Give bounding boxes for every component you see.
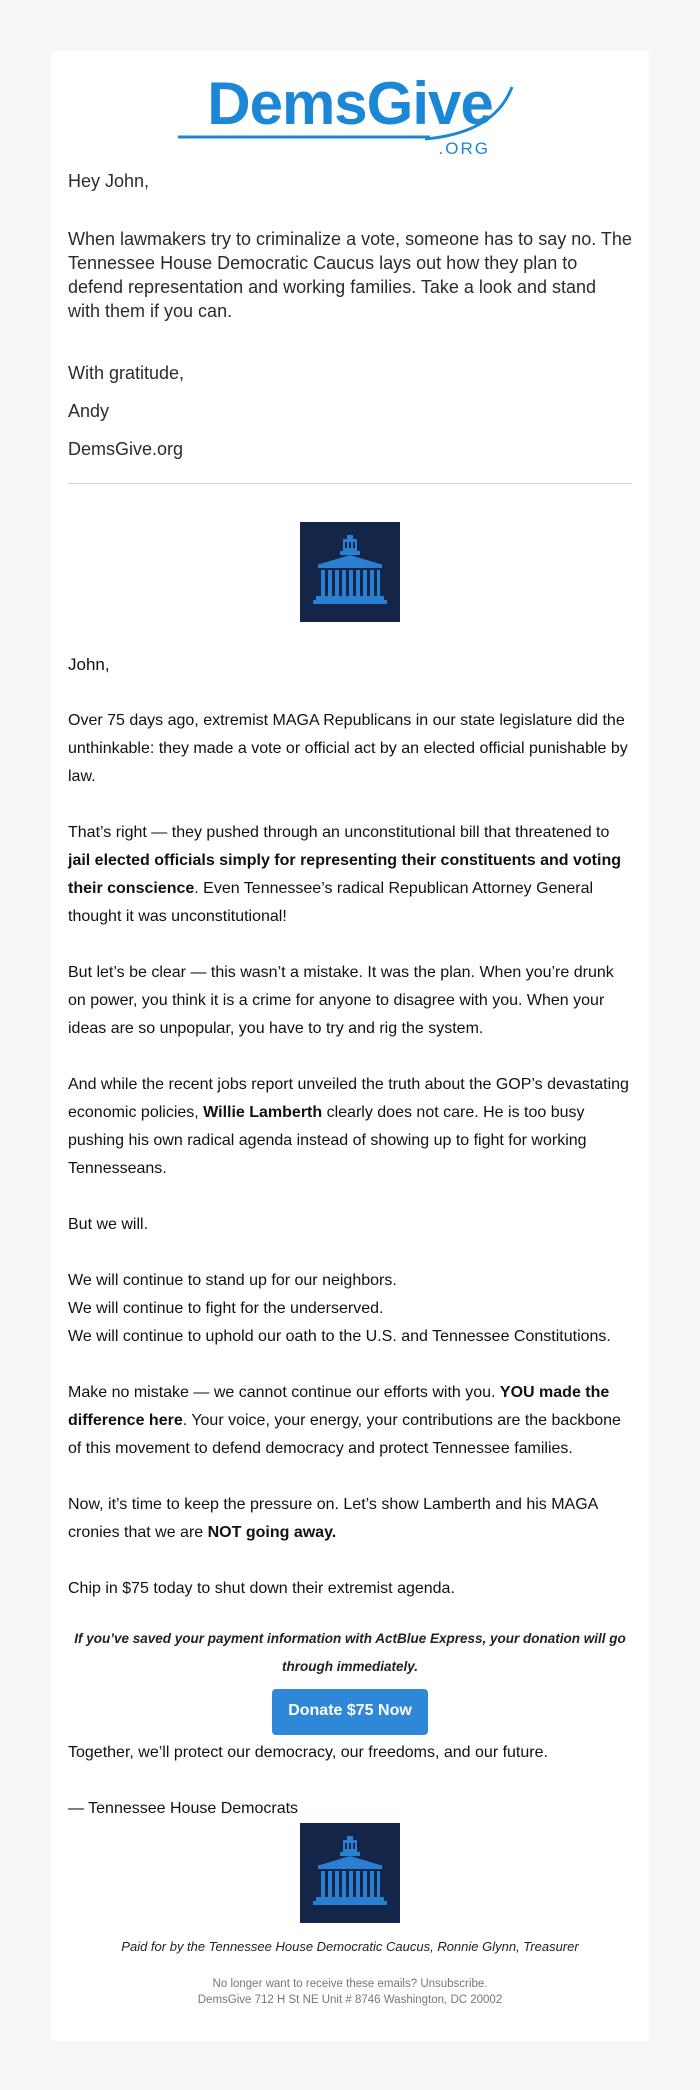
tn-capitol-logo: [300, 522, 400, 622]
paragraph-9: Chip in $75 today to shut down their extremist agenda.: [68, 1580, 455, 1597]
paragraph-5: But we will.: [68, 1216, 149, 1233]
bold-text: YOU made the difference here: [68, 1384, 610, 1429]
org-name: DemsGive.org: [68, 439, 184, 459]
actblue-note: If you’ve saved your payment information with ActBlue Express, your donation will go through immediately.: [74, 1631, 626, 1674]
bold-text: Willie Lamberth: [203, 1104, 323, 1121]
signature: — Tennessee House Democrats: [68, 1800, 299, 1817]
paragraph-7: Make no mistake — we cannot continue our efforts with you. YOU made the difference here. Your voice, your energy, your contributions are the backbone of this movement to defend democracy and protect Tennessee families.: [68, 1384, 621, 1457]
donate-button[interactable]: Donate $75 Now: [272, 1689, 428, 1735]
donate-button-wrap: [68, 1689, 632, 1735]
paragraph-4: And while the recent jobs report unveiled the truth about the GOP’s devastating economic policies, Willie Lamberth clearly does not care. He is too busy pushing his own radical agenda instead of showing up to fight for working Tennesseans.: [68, 1076, 629, 1177]
closing-line: Together, we’ll protect our democracy, our freedoms, and our future.: [68, 1744, 548, 1761]
demsgive-logo[interactable]: [51, 51, 649, 169]
paragraph-8: Now, it’s time to keep the pressure on. Let’s show Lamberth and his MAGA cronies that we are NOT going away.: [68, 1496, 598, 1541]
logo-tld-text: .ORG: [438, 139, 490, 154]
unsubscribe-link[interactable]: Unsubscribe.: [420, 1978, 488, 1990]
paragraph-3: But let’s be clear — this wasn’t a mistake. It was the plan. When you’re drunk on power, you think it is a crime for anyone to disagree with you. When your ideas are so unpopular, you have to try and rig the system.: [68, 964, 614, 1037]
unsubscribe-line: [68, 1976, 632, 1992]
paragraph-2: That’s right — they pushed through an unconstitutional bill that threatened to jail elected officials simply for representing their constituents and voting their conscience. Even Tennessee’s radical Republican Attorney General thought it was unconstitutional!: [68, 824, 621, 925]
greeting: Hey John,: [68, 171, 150, 191]
logo-graphic: [170, 69, 530, 154]
mailing-address: DemsGive 712 H St NE Unit # 8746 Washington, DC 20002: [197, 1994, 503, 2006]
email-body: [51, 51, 649, 2041]
logo-main-text: DemsGive: [207, 70, 493, 137]
paragraph-6: We will continue to stand up for our neighbors. We will continue to fight for the underserved. We will continue to uphold our oath to the U.S. and Tennessee Constitutions.: [68, 1272, 611, 1345]
bold-text: jail elected officials simply for representing their constituents and voting their conscience: [68, 852, 621, 897]
letter-salutation: John,: [68, 655, 110, 674]
capitol-icon: [300, 522, 400, 622]
unsubscribe-text: No longer want to receive these emails?: [212, 1978, 418, 1990]
bold-text: NOT going away.: [207, 1524, 337, 1541]
signoff: With gratitude,: [68, 363, 185, 383]
capitol-icon: [300, 1823, 400, 1923]
footer: [68, 1976, 632, 2008]
paid-for-disclaimer: Paid for by the Tennessee House Democratic Caucus, Ronnie Glynn, Treasurer: [121, 1939, 579, 1954]
divider: [68, 483, 632, 484]
tn-capitol-logo-footer: [300, 1823, 400, 1923]
paragraph-1: Over 75 days ago, extremist MAGA Republicans in our state legislature did the unthinkable: they made a vote or official act by an elected official punishable by law.: [68, 712, 628, 785]
intro-message: When lawmakers try to criminalize a vote, someone has to say no. The Tennessee House Democratic Caucus lays out how they plan to defend representation and working families. Take a look and stand with them if you can.: [68, 229, 632, 321]
signer-name: Andy: [68, 401, 110, 421]
